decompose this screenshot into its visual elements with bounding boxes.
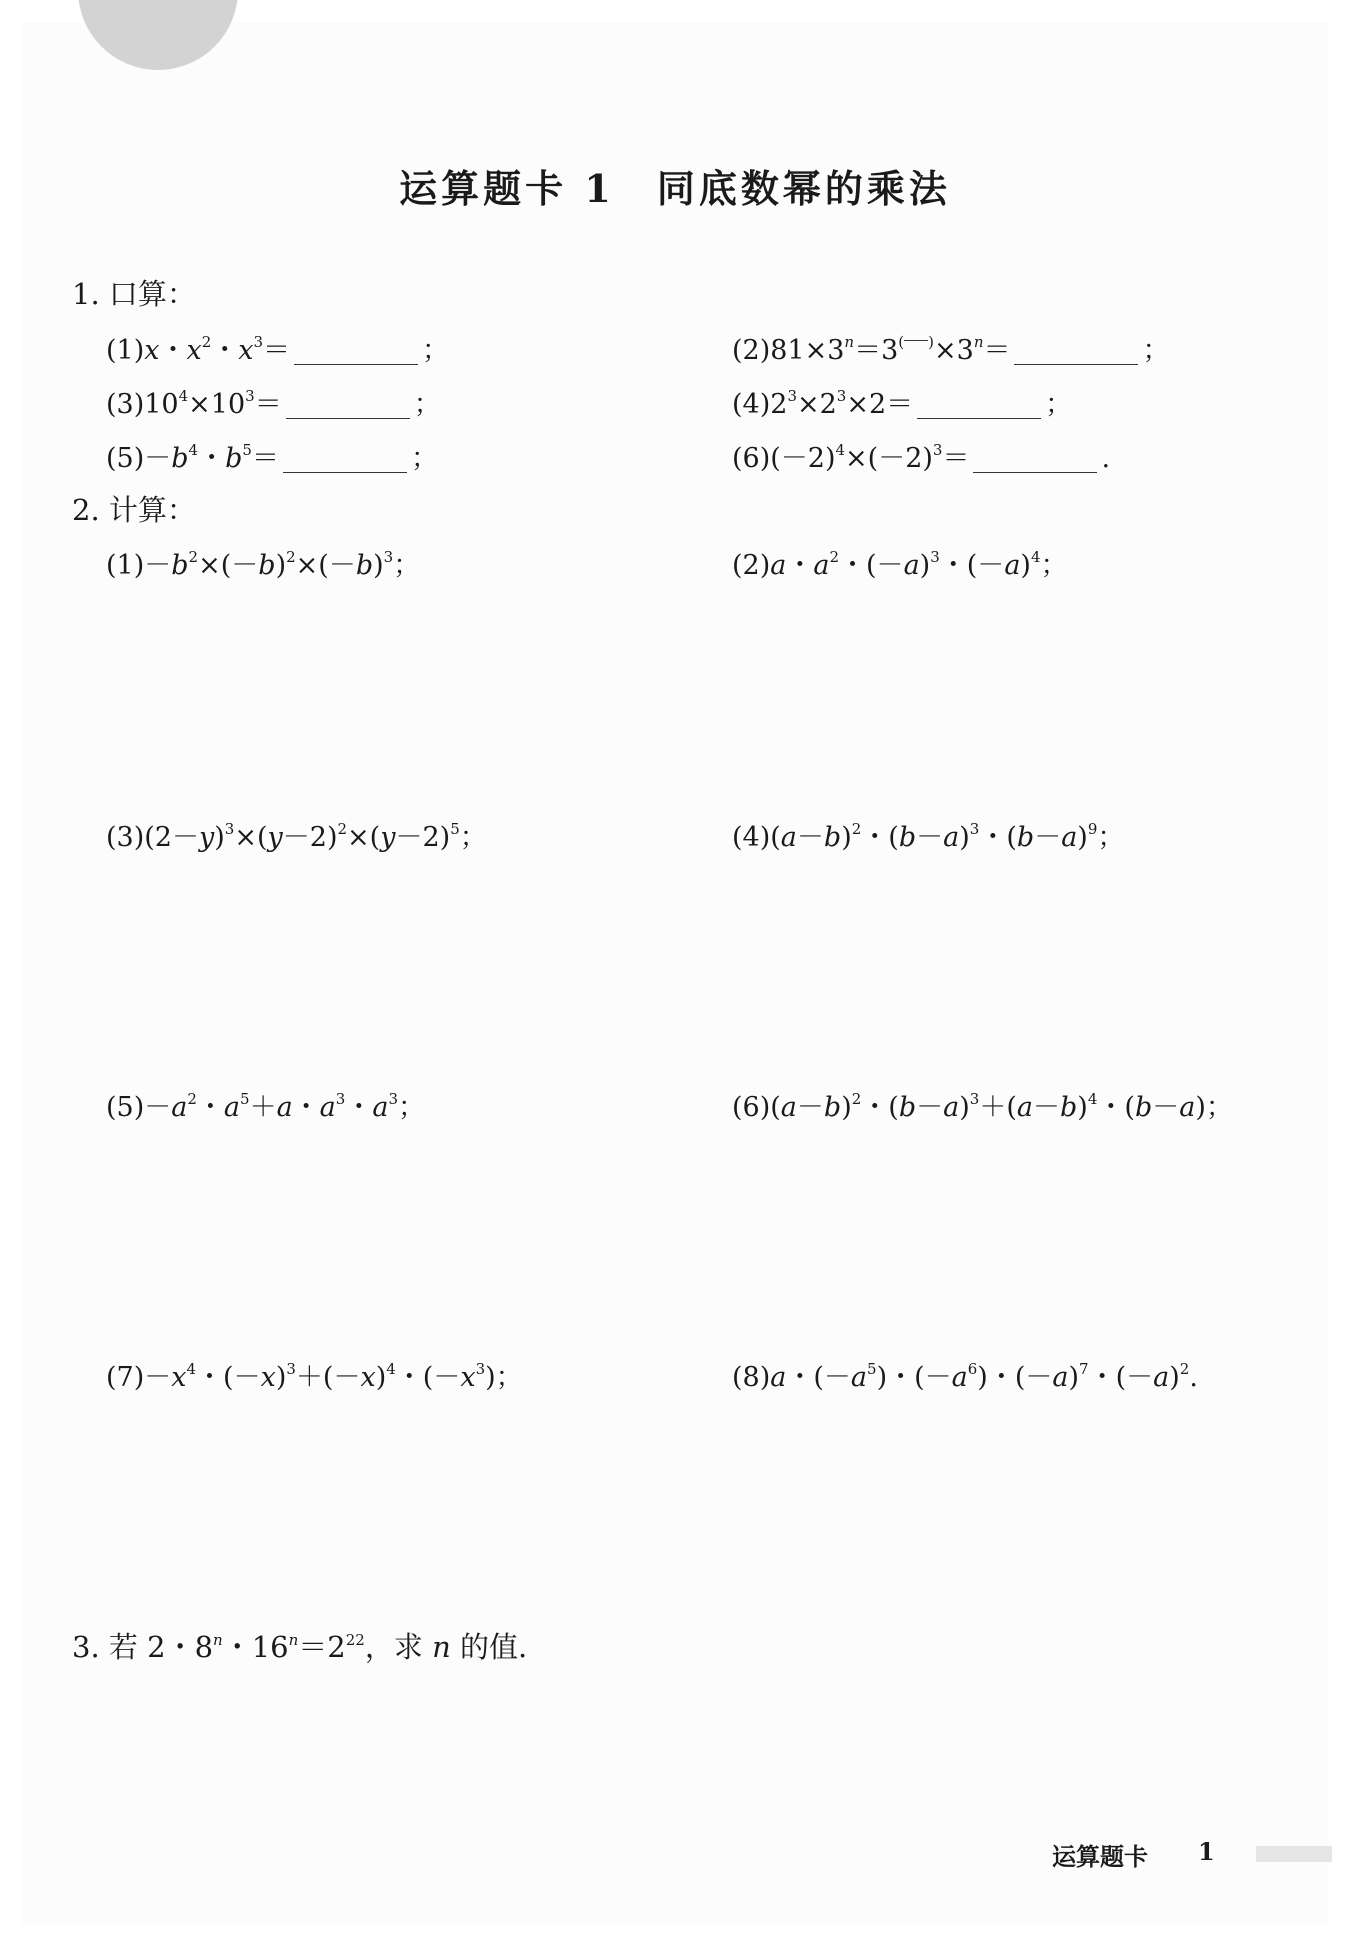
- answer-blank[interactable]: [1014, 344, 1138, 365]
- question-3: 3. 若 2・8$^n$・$16^n=2^{22}$，求 n 的值.: [72, 1630, 528, 1664]
- answer-blank[interactable]: [917, 398, 1041, 419]
- calc-item-5: $(5)-a^2$・$a^5+a$・$a^3$・$a^3$；: [106, 1090, 425, 1123]
- page-number: 1: [1198, 1837, 1215, 1866]
- footer-label: 运算题卡: [1052, 1843, 1148, 1871]
- exponent-blank[interactable]: [904, 332, 928, 341]
- answer-blank[interactable]: [286, 398, 410, 419]
- section1-heading: 1. 口算：: [72, 277, 196, 311]
- oral-item-2: $(2)81\times 3^n=3^{( )}\times 3^n=$ ；: [732, 333, 1170, 366]
- section2-heading: 2. 计算：: [72, 493, 196, 527]
- answer-blank[interactable]: [294, 344, 418, 365]
- oral-item-6: $(6)(-2)^4\times(-2)^3=$ .: [732, 441, 1111, 474]
- calc-item-4: $(4)(a-b)^2$・$(b-a)^3$・$(b-a)^9$；: [732, 820, 1125, 853]
- footer-mark: [1256, 1846, 1332, 1862]
- calc-item-6: $(6)(a-b)^2$・$(b-a)^3+(a-b)^4$・(b－a)；: [732, 1090, 1233, 1123]
- oral-item-5: $(5)-b^4$・$b^5=$ ；: [106, 441, 438, 474]
- page-title: 运算题卡 1 同底数幂的乘法: [399, 166, 951, 211]
- calc-item-1: $(1)-b^2\times(-b)^2\times(-b)^3$；: [106, 548, 421, 581]
- calc-item-3: $(3)(2-y)^3\times(y-2)^2\times(y-2)^5$；: [106, 820, 487, 853]
- oral-item-1: (1)x・$x^2$・$x^3=$ ；: [106, 333, 450, 366]
- oral-item-3: $(3)10^4\times 10^3=$ ；: [106, 387, 441, 420]
- answer-blank[interactable]: [283, 452, 407, 473]
- oral-item-4: $(4)2^3\times 2^3\times 2=$ ；: [732, 387, 1073, 420]
- calc-item-8: (8)a・$(-a^5)$・$(-a^6)$・$(-a)^7$・$(-a)^2$.: [732, 1360, 1198, 1393]
- calc-item-7: $(7)-x^4$・$(-x)^3+(-x)^4$・$(-x^3)$；: [106, 1360, 523, 1393]
- calc-item-2: (2)a・$a^2$・$(-a)^3$・$(-a)^4$；: [732, 548, 1068, 581]
- answer-blank[interactable]: [973, 452, 1097, 473]
